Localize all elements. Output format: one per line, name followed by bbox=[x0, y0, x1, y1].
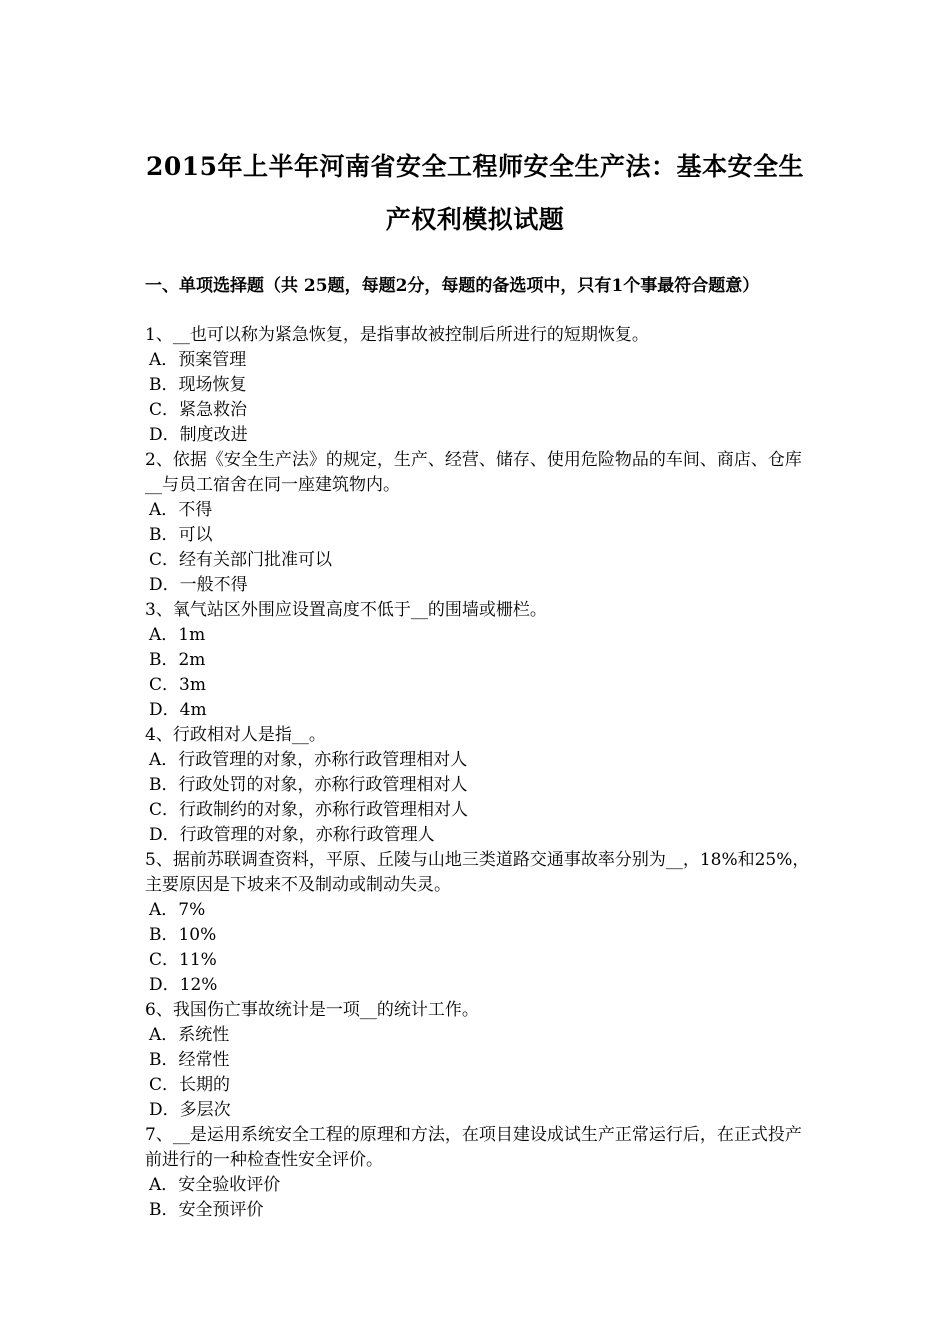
option-a: A．系统性 bbox=[149, 1025, 230, 1045]
question-text: 3、氧气站区外围应设置高度不低于__的围墙或栅栏。 bbox=[145, 600, 547, 620]
option-c: C．3m bbox=[149, 675, 206, 695]
question-4 bbox=[145, 723, 810, 848]
question-6 bbox=[145, 998, 810, 1123]
document-title-line-1: 2015年上半年河南省安全工程师安全生产法：基本安全生 bbox=[145, 152, 805, 181]
section-heading: 一、单项选择题（共 25题，每题2分，每题的备选项中，只有1个事最符合题意） bbox=[145, 276, 760, 296]
question-list bbox=[145, 323, 810, 1223]
option-d: D．制度改进 bbox=[149, 425, 248, 445]
question-7 bbox=[145, 1123, 810, 1223]
question-3 bbox=[145, 598, 810, 723]
document-title-line-2: 产权利模拟试题 bbox=[385, 205, 565, 234]
option-b: B．现场恢复 bbox=[149, 375, 247, 395]
option-c: C．行政制约的对象，亦称行政管理相对人 bbox=[149, 800, 469, 820]
question-text: 4、行政相对人是指__。 bbox=[145, 725, 326, 745]
option-c: C．长期的 bbox=[149, 1075, 231, 1095]
option-d: D．一般不得 bbox=[149, 575, 248, 595]
question-2 bbox=[145, 448, 810, 598]
option-c: C．11% bbox=[149, 950, 217, 970]
option-c: C．经有关部门批准可以 bbox=[149, 550, 333, 570]
option-c: C．紧急救治 bbox=[149, 400, 248, 420]
option-a: A．不得 bbox=[149, 500, 213, 520]
option-b: B．行政处罚的对象，亦称行政管理相对人 bbox=[149, 775, 468, 795]
question-text: 5、据前苏联调查资料，平原、丘陵与山地三类道路交通事故率分别为__，18%和25%，主要原因是下坡来不及制动或制动失灵。 bbox=[145, 850, 810, 895]
option-d: D．行政管理的对象，亦称行政管理人 bbox=[149, 825, 435, 845]
option-b: B．安全预评价 bbox=[149, 1200, 264, 1220]
option-a: A．7% bbox=[149, 900, 206, 920]
option-d: D．4m bbox=[149, 700, 207, 720]
option-b: B．10% bbox=[149, 925, 217, 945]
question-1 bbox=[145, 323, 810, 448]
question-text: 1、__也可以称为紧急恢复，是指事故被控制后所进行的短期恢复。 bbox=[145, 325, 649, 345]
option-a: A．预案管理 bbox=[149, 350, 247, 370]
option-b: B．可以 bbox=[149, 525, 213, 545]
option-b: B．经常性 bbox=[149, 1050, 230, 1070]
option-a: A．1m bbox=[149, 625, 206, 645]
option-a: A．行政管理的对象，亦称行政管理相对人 bbox=[149, 750, 468, 770]
option-d: D．12% bbox=[149, 975, 218, 995]
option-a: A．安全验收评价 bbox=[149, 1175, 281, 1195]
option-d: D．多层次 bbox=[149, 1100, 231, 1120]
question-text: 2、依据《安全生产法》的规定，生产、经营、储存、使用危险物品的车间、商店、仓库__与员工宿舍在同一座建筑物内。 bbox=[145, 450, 802, 495]
question-5 bbox=[145, 848, 810, 998]
question-text: 6、我国伤亡事故统计是一项__的统计工作。 bbox=[145, 1000, 479, 1020]
option-b: B．2m bbox=[149, 650, 206, 670]
question-text: 7、__是运用系统安全工程的原理和方法，在项目建设成试生产正常运行后，在正式投产前进行的一种检查性安全评价。 bbox=[145, 1125, 802, 1170]
